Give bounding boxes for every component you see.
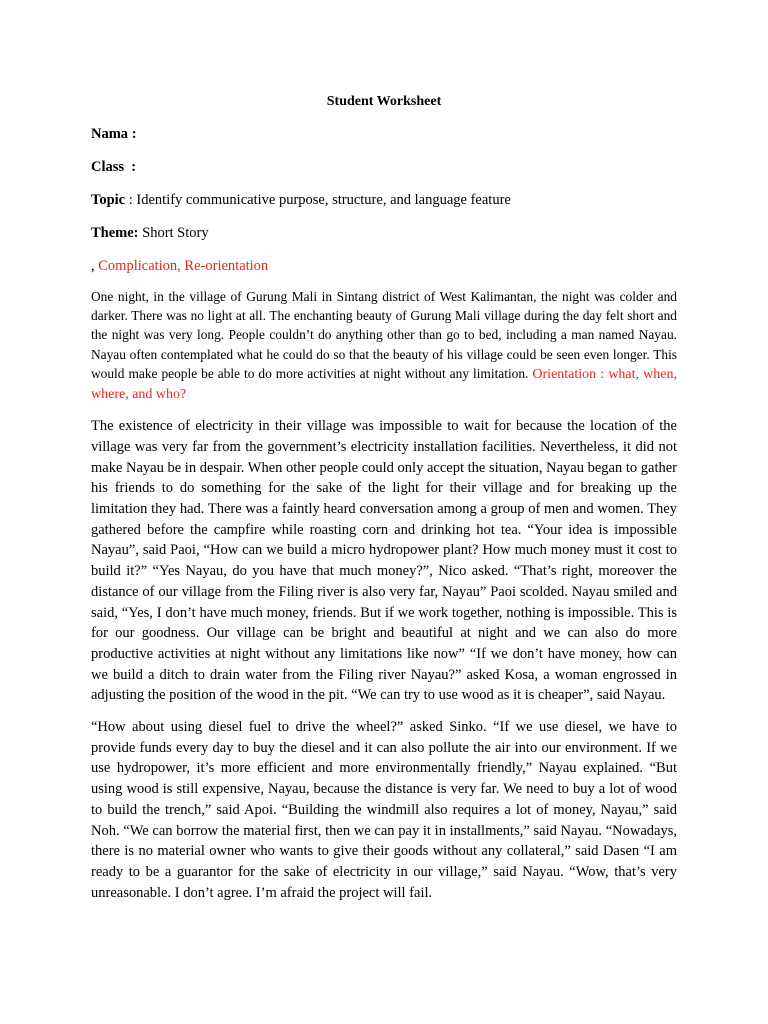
- topic-label: Topic: [91, 192, 126, 208]
- story-paragraph-2: The existence of electricity in their village was impossible to wait for because the location of the village was very far from the government’s electricity installation facilities. Nevertheless, it did not make Nayau be in despair. When other people could only accept the situation, Nayau began to gather his friends to do something for the sake of the light for their village and for breaking up the limitation they had. There was a faintly heard conversation among a group of men and women. They gathered before the campfire while roasting corn and drinking hot tea. “Your idea is impossible Nayau”, said Paoi, “How can we build a micro hydropower plant? How much money must it cost to build it?” “Yes Nayau, do you have that much money?”, Nico asked. “That’s right, moreover the distance of our village from the Filing river is also very far, Nayau” Paoi scolded. Nayau smiled and said, “Yes, I don’t have much money, friends. But if we work together, nothing is impossible. This is for our goodness. Our village can be bright and beautiful at night and we can also do more productive activities at night without any limitations like now” “If we don’t have money, how can we build a ditch to drain water from the Filing river Nayau?” asked Kosa, a woman engrossed in adjusting the position of the wood in the pit. “We can try to use wood as it is cheaper”, said Nayau.: [91, 418, 677, 704]
- structure-note: [91, 256, 677, 276]
- theme-label: Theme:: [91, 225, 139, 241]
- story-paragraph-3: “How about using diesel fuel to drive the wheel?” asked Sinko. “If we use diesel, we have to provide funds every day to buy the diesel and it can also pollute the air into our environment. If we use hydropower, it’s more efficient and more environmentally friendly,” Nayau explained. “But using wood is still expensive, Nayau, because the distance is very far. We need to buy a lot of wood to build the trench,” said Apoi. “Building the windmill also requires a lot of money, Nayau,” said Noh. “We can borrow the material first, then we can pay it in installments,” said Nayau. “Nowadays, there is no material owner who wants to give their goods without any collateral,” said Dasen “I am ready to be a guarantor for the sake of electricity in our village,” said Nayau. “Wow, that’s very unreasonable. I don’t agree. I’m afraid the project will fail.: [91, 719, 677, 901]
- page-title: Student Worksheet: [326, 94, 442, 109]
- structure-note-prefix: ,: [91, 258, 99, 274]
- worksheet-page: [91, 92, 677, 914]
- orientation-text: One night, in the village of Gurung Mali in Sintang district of West Kalimantan, the night was colder and darker. There was no light at all. The enchanting beauty of Gurung Mali village during the day felt short and the night was very long. People couldn’t do anything other than go to bed, including a man named Nayau. Nayau often contemplated what he could do so that the beauty of his village could be seen even longer. This would make people be able to do more activities at night without any limitation.: [91, 289, 677, 381]
- theme-value: Short Story: [138, 225, 209, 241]
- nama-field: [91, 124, 677, 144]
- orientation-label: Orientation : what, when, where, and who?: [91, 366, 678, 403]
- topic-value: : Identify communicative purpose, structure, and language feature: [125, 192, 511, 208]
- orientation-paragraph: [91, 287, 677, 404]
- structure-note-label: Complication, Re-orientation: [98, 258, 269, 274]
- class-label: Class :: [91, 159, 137, 175]
- theme-field: [91, 223, 677, 243]
- topic-field: [91, 190, 677, 210]
- nama-label: Nama :: [91, 126, 137, 142]
- class-field: [91, 157, 677, 177]
